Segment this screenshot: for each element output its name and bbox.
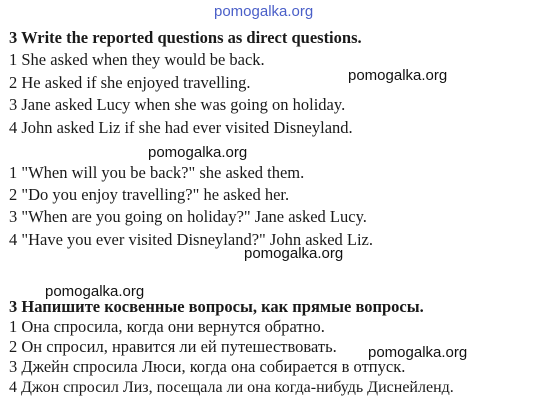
watermark-5: pomogalka.org [368,344,468,361]
ru-item-3: 3 Джейн спросила Люси, когда она собирается в отпуск. [9,357,406,376]
exercise-heading-en: 3 Write the reported questions as direct questions. [9,28,362,47]
reported-question-3: 3 Jane asked Lucy when she was going on holiday. [9,95,346,114]
direct-answer-2: 2 "Do you enjoy travelling?" he asked her. [9,185,290,204]
direct-answer-1: 1 "When will you be back?" she asked them. [9,163,305,182]
exercise-heading-ru: 3 Напишите косвенные вопросы, как прямые вопросы. [9,297,424,316]
watermark-3: pomogalka.org [244,245,344,262]
ru-item-2: 2 Он спросил, нравится ли ей путешествовать. [9,337,337,356]
reported-question-2: 2 He asked if she enjoyed travelling. [9,73,251,92]
ru-item-1: 1 Она спросила, когда они вернутся обратно. [9,317,325,336]
direct-answer-4: 4 "Have you ever visited Disneyland?" John asked Liz. [9,230,373,249]
watermark-top: pomogalka.org [214,3,314,20]
direct-answer-3: 3 "When are you going on holiday?" Jane asked Lucy. [9,207,367,226]
ru-item-4: 4 Джон спросил Лиз, посещала ли она когда-нибудь Диснейленд. [9,379,454,396]
reported-question-4: 4 John asked Liz if she had ever visited Disneyland. [9,118,353,137]
watermark-4: pomogalka.org [45,283,145,300]
reported-question-1: 1 She asked when they would be back. [9,50,265,69]
watermark-1: pomogalka.org [348,67,448,84]
watermark-2: pomogalka.org [148,144,248,161]
